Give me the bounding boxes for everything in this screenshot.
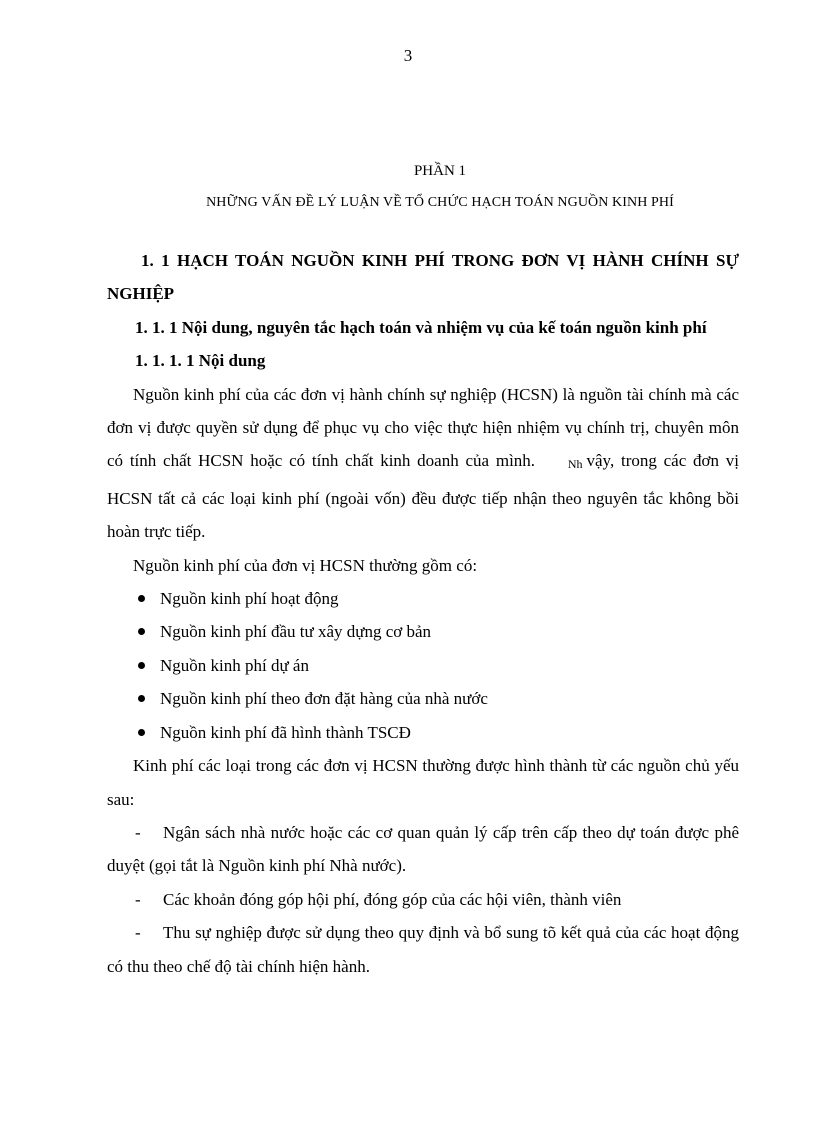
bullet-icon — [138, 729, 145, 736]
document-body — [107, 244, 739, 983]
funding-types-list — [107, 582, 739, 749]
dash-marker: - — [135, 923, 141, 943]
dash-marker: - — [135, 889, 141, 909]
bullet-icon — [138, 595, 145, 602]
page-number: 3 — [403, 46, 413, 65]
bullet-icon — [138, 695, 145, 702]
dash-list-item: - Các khoản đóng góp hội phí, đóng góp của các hội viên, thành viên — [107, 883, 739, 916]
truncated-word: Nh — [567, 457, 583, 472]
dash-marker: - — [135, 822, 141, 842]
paragraph-text: Nguồn kinh phí của các đơn vị hành chính sự nghiệp (HCSN) là nguồn tài chính mà các đơn vị được quyền sử dụng để phục vụ cho việc thực hiện nhiệm vụ chính trị, chuyên môn có tính chất HCSN hoặc có tính chất kinh doanh của mình. — [107, 384, 739, 471]
part-subtitle: NHỮNG VẤN ĐỀ LÝ LUẬN VỀ TỔ CHỨC HẠCH TOÁN NGUỒN KINH PHÍ — [206, 195, 674, 210]
paragraph-funding-definition — [107, 378, 739, 549]
part-title: PHẦN 1 — [413, 163, 467, 179]
dash-list-item: - Thu sự nghiệp được sử dụng theo quy định và bổ sung tõ kết quả của các hoạt động có thu theo chế độ tài chính hiện hành. — [107, 916, 739, 983]
list-item: Nguồn kinh phí đã hình thành TSCĐ — [107, 716, 739, 749]
list-item: Nguồn kinh phí dự án — [107, 649, 739, 682]
list-item: Nguồn kinh phí theo đơn đặt hàng của nhà nước — [107, 682, 739, 715]
section-heading-3: 1. 1. 1. 1 Nội dung — [135, 351, 266, 371]
dash-list-item: - Ngân sách nhà nước hoặc các cơ quan quản lý cấp trên cấp theo dự toán được phê duyệt (gọi tắt là Nguồn kinh phí Nhà nước). — [107, 816, 739, 883]
bullet-icon — [138, 662, 145, 669]
section-heading-2: 1. 1. 1 Nội dung, nguyên tắc hạch toán và nhiệm vụ của kế toán nguồn kinh phí — [135, 317, 707, 337]
paragraph-text: vậy, trong các đơn vị HCSN tất cả các loại kinh phí (ngoài vốn) đều được tiếp nhận theo nguyên tắc không bồi hoàn trực tiếp. — [107, 451, 740, 542]
paragraph-funding-types-intro: Nguồn kinh phí của đơn vị HCSN thường gồm có: — [133, 555, 478, 575]
paragraph-funding-sources-intro: Kinh phí các loại trong các đơn vị HCSN thường được hình thành từ các nguồn chủ yếu sau: — [107, 756, 739, 809]
section-heading-1: 1. 1 HẠCH TOÁN NGUỒN KINH PHÍ TRONG ĐƠN VỊ HÀNH CHÍNH SỰ NGHIỆP — [107, 251, 739, 304]
bullet-icon — [138, 628, 145, 635]
list-item: Nguồn kinh phí hoạt động — [107, 582, 739, 615]
list-item: Nguồn kinh phí đầu tư xây dựng cơ bản — [107, 615, 739, 648]
